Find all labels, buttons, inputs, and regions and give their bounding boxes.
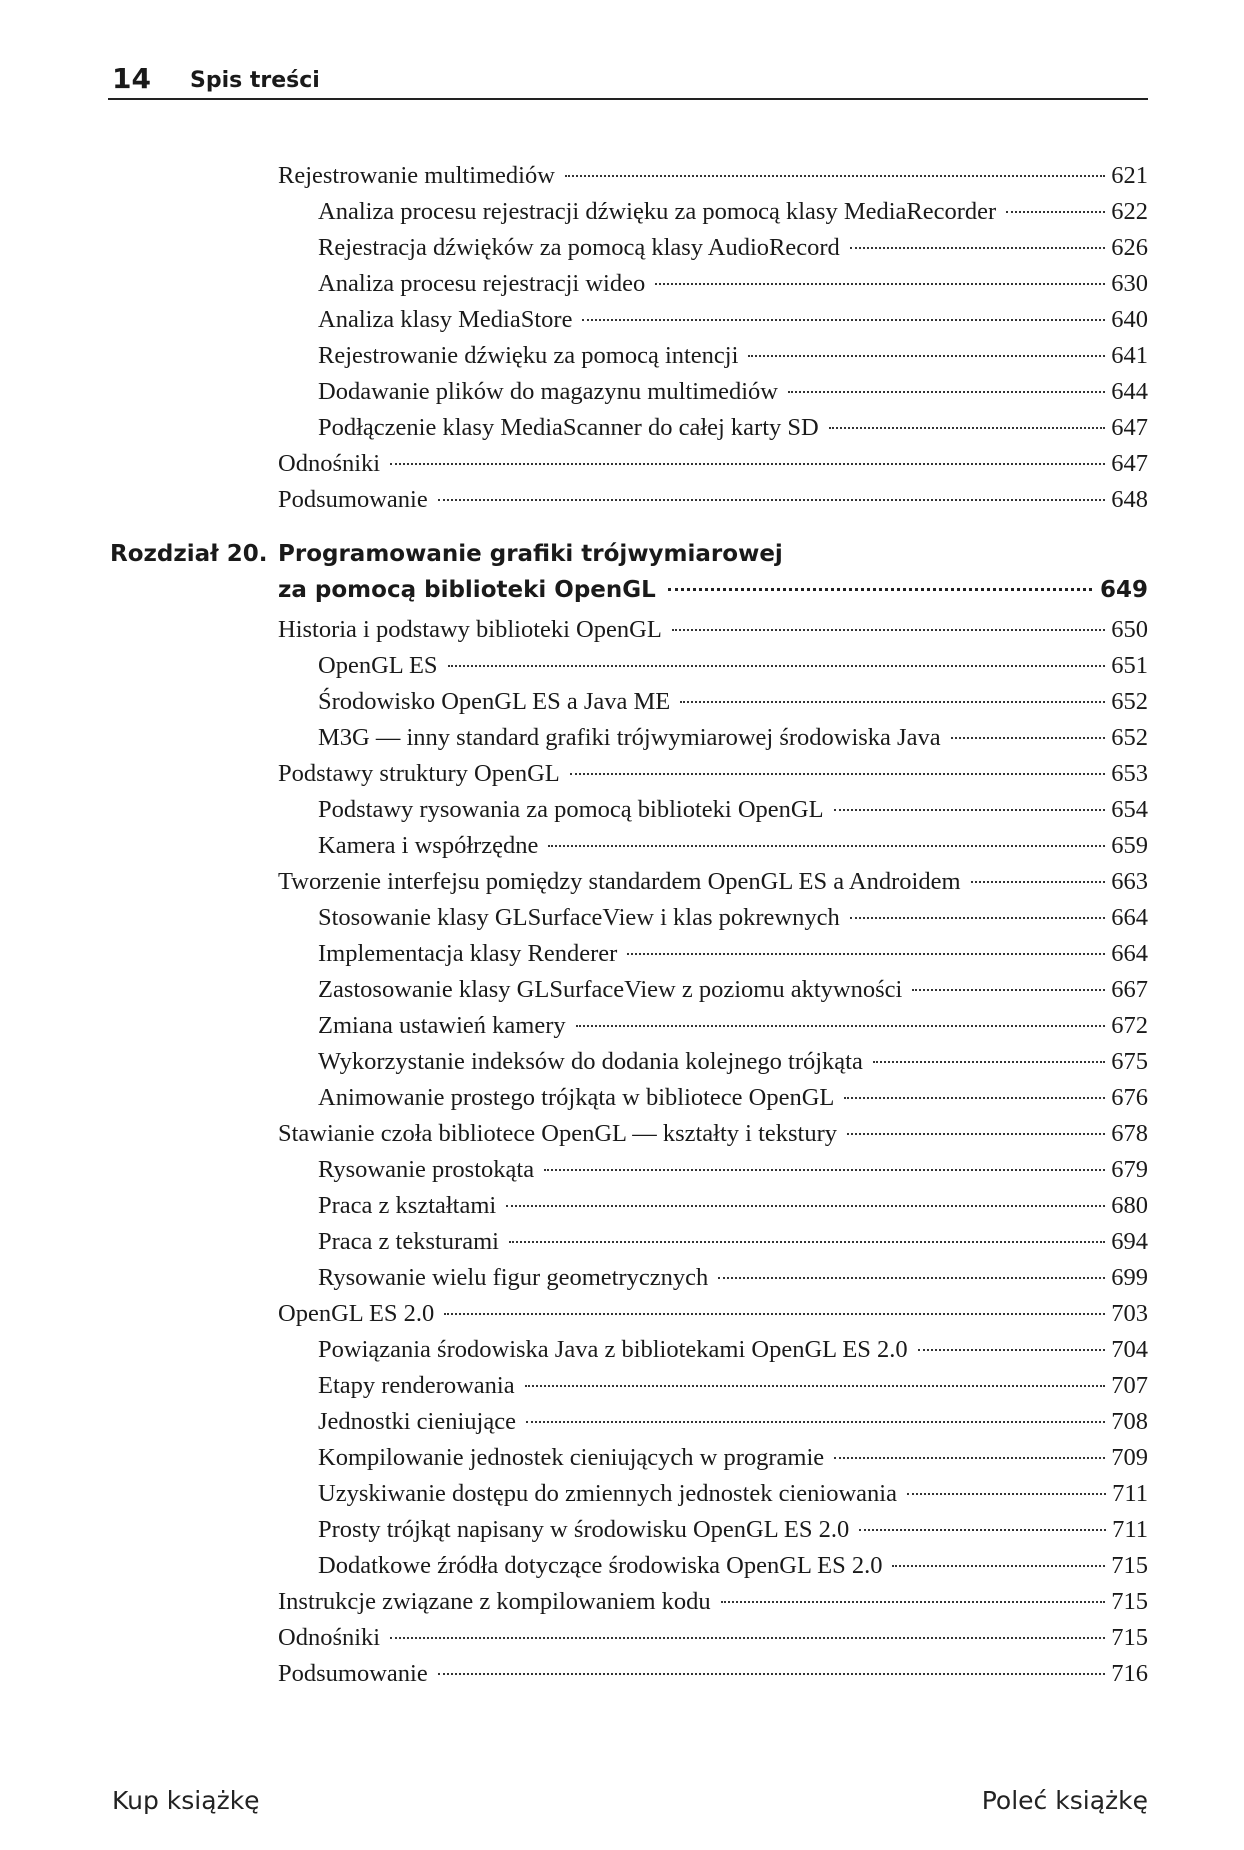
toc-entry[interactable] — [0, 1656, 1244, 1692]
toc-entry[interactable] — [0, 720, 1244, 756]
toc-section-chapter-entries — [0, 612, 1244, 1692]
dot-leader — [390, 1637, 1105, 1639]
dot-leader — [544, 1169, 1105, 1171]
dot-leader — [448, 665, 1106, 667]
dot-leader — [627, 953, 1105, 955]
toc-entry-page-number: 699 — [1111, 1264, 1148, 1291]
toc-entry-title: Implementacja klasy Renderer — [318, 940, 618, 967]
toc-entry-title: Stawianie czoła bibliotece OpenGL — kształty i tekstury — [278, 1120, 838, 1147]
toc-entry-title: Animowanie prostego trójkąta w bibliotece OpenGL — [318, 1084, 835, 1111]
toc-entry-title: OpenGL ES 2.0 — [278, 1300, 435, 1327]
toc-entry-title: Analiza procesu rejestracji wideo — [318, 270, 646, 297]
toc-entry[interactable] — [0, 1260, 1244, 1296]
toc-entry-title: Praca z teksturami — [318, 1228, 499, 1255]
toc-entry-page-number: 621 — [1111, 162, 1148, 189]
toc-entry-page-number: 675 — [1111, 1048, 1148, 1075]
toc-entry-title: Powiązania środowiska Java z bibliotekami OpenGL ES 2.0 — [318, 1336, 908, 1363]
toc-entry-page-number: 711 — [1112, 1516, 1148, 1543]
toc-entry-page-number: 630 — [1111, 270, 1148, 297]
toc-entry[interactable] — [0, 972, 1244, 1008]
toc-entry-page-number: 644 — [1111, 378, 1148, 405]
toc-entry-page-number: 659 — [1111, 832, 1148, 859]
toc-entry-page-number: 709 — [1111, 1444, 1148, 1471]
dot-leader — [788, 391, 1105, 393]
dot-leader — [565, 175, 1105, 177]
dot-leader — [509, 1241, 1105, 1243]
toc-entry-title: Rejestrowanie dźwięku za pomocą intencji — [318, 342, 739, 369]
toc-entry[interactable] — [0, 900, 1244, 936]
dot-leader — [847, 1133, 1105, 1135]
toc-entry-page-number: 652 — [1111, 688, 1148, 715]
dot-leader — [850, 247, 1105, 249]
toc-entry-page-number: 653 — [1111, 760, 1148, 787]
toc-entry-title: Rejestrowanie multimediów — [278, 162, 555, 189]
toc-entry-title: Dodawanie plików do magazynu multimediów — [318, 378, 778, 405]
toc-entry-page-number: 715 — [1111, 1588, 1148, 1615]
toc-entry-page-number: 672 — [1111, 1012, 1148, 1039]
dot-leader — [438, 1673, 1106, 1675]
toc-entry-page-number: 626 — [1111, 234, 1148, 261]
dot-leader — [1006, 211, 1105, 213]
toc-entry[interactable] — [0, 1296, 1244, 1332]
dot-leader — [390, 463, 1105, 465]
dot-leader — [506, 1205, 1105, 1207]
toc-entry-page-number: 679 — [1111, 1156, 1148, 1183]
toc-entry-title: Odnośniki — [278, 1624, 381, 1651]
page-header — [108, 58, 1148, 100]
dot-leader — [912, 989, 1105, 991]
toc-entry-title: Zmiana ustawień kamery — [318, 1012, 566, 1039]
toc-entry[interactable] — [0, 1368, 1244, 1404]
toc-entry-title: Instrukcje związane z kompilowaniem kodu — [278, 1588, 711, 1615]
toc-entry[interactable] — [0, 1440, 1244, 1476]
toc-entry-title: Prosty trójkąt napisany w środowisku OpenGL ES 2.0 — [318, 1516, 850, 1543]
toc-entry-title: Rejestracja dźwięków za pomocą klasy AudioRecord — [318, 234, 840, 261]
toc-entry-title: Tworzenie interfejsu pomiędzy standardem OpenGL ES a Androidem — [278, 868, 961, 895]
dot-leader — [850, 917, 1106, 919]
toc-entry-title: Podłączenie klasy MediaScanner do całej karty SD — [318, 414, 819, 441]
dot-leader — [873, 1061, 1105, 1063]
dot-leader — [526, 1421, 1105, 1423]
toc-entry-page-number: 640 — [1111, 306, 1148, 333]
dot-leader — [672, 629, 1105, 631]
toc-entry-page-number: 676 — [1111, 1084, 1148, 1111]
toc-entry-page-number: 664 — [1111, 940, 1148, 967]
toc-entry-title: Podsumowanie — [278, 1660, 428, 1687]
toc-entry-page-number: 647 — [1111, 450, 1148, 477]
toc-entry-page-number: 715 — [1111, 1624, 1148, 1651]
toc-entry[interactable] — [0, 936, 1244, 972]
toc-entry-page-number: 650 — [1111, 616, 1148, 643]
toc-entry[interactable] — [0, 1548, 1244, 1584]
chapter-label: Rozdział 20. — [110, 541, 268, 567]
dot-leader — [859, 1529, 1106, 1531]
dot-leader — [748, 355, 1105, 357]
toc-entry-title: Etapy renderowania — [318, 1372, 515, 1399]
toc-entry[interactable] — [0, 1044, 1244, 1080]
toc-entry-page-number: 704 — [1111, 1336, 1148, 1363]
toc-entry[interactable] — [0, 1476, 1244, 1512]
dot-leader — [680, 701, 1105, 703]
toc-entry-page-number: 680 — [1111, 1192, 1148, 1219]
toc-entry-title: M3G — inny standard grafiki trójwymiarowej środowiska Java — [318, 724, 941, 751]
toc-entry-title: Jednostki cieniujące — [318, 1408, 516, 1435]
dot-leader — [570, 773, 1106, 775]
chapter-title-line2: za pomocą biblioteki OpenGL — [278, 577, 656, 603]
toc-entry-title: Kamera i współrzędne — [318, 832, 539, 859]
toc-entry-page-number: 651 — [1111, 652, 1148, 679]
dot-leader — [892, 1565, 1105, 1567]
toc-entry-page-number: 647 — [1111, 414, 1148, 441]
toc-entry[interactable] — [0, 612, 1244, 648]
toc-entry[interactable] — [0, 1404, 1244, 1440]
page-number: 14 — [112, 62, 151, 95]
toc-entry-title: Zastosowanie klasy GLSurfaceView z poziomu aktywności — [318, 976, 903, 1003]
toc-entry-page-number: 694 — [1111, 1228, 1148, 1255]
toc-entry[interactable] — [0, 684, 1244, 720]
toc-entry-page-number: 652 — [1111, 724, 1148, 751]
dot-leader — [918, 1349, 1106, 1351]
chapter-title-line1: Programowanie grafiki trójwymiarowej — [278, 541, 783, 567]
chapter-page-number: 649 — [1099, 577, 1148, 603]
toc-entry[interactable] — [0, 828, 1244, 864]
toc-entry-title: Odnośniki — [278, 450, 381, 477]
toc-entry[interactable] — [0, 338, 1244, 374]
dot-leader — [951, 737, 1106, 739]
toc-entry-title: Stosowanie klasy GLSurfaceView i klas pokrewnych — [318, 904, 840, 931]
toc-entry-title: Podsumowanie — [278, 486, 428, 513]
toc-entry-title: Uzyskiwanie dostępu do zmiennych jednostek cieniowania — [318, 1480, 897, 1507]
toc-entry-page-number: 715 — [1111, 1552, 1148, 1579]
toc-entry-page-number: 641 — [1111, 342, 1148, 369]
toc-entry[interactable] — [0, 1008, 1244, 1044]
toc-entry-title: Podstawy rysowania za pomocą biblioteki OpenGL — [318, 796, 824, 823]
toc-entry-page-number: 664 — [1111, 904, 1148, 931]
toc-entry[interactable] — [0, 756, 1244, 792]
dot-leader — [668, 588, 1092, 591]
toc-entry-title: Podstawy struktury OpenGL — [278, 760, 560, 787]
dot-leader — [655, 283, 1105, 285]
toc-entry-page-number: 663 — [1111, 868, 1148, 895]
toc-entry[interactable] — [0, 864, 1244, 900]
toc-entry-title: Analiza klasy MediaStore — [318, 306, 573, 333]
toc-entry[interactable] — [0, 1332, 1244, 1368]
dot-leader — [829, 427, 1106, 429]
toc-entry-page-number: 708 — [1111, 1408, 1148, 1435]
dot-leader — [576, 1025, 1106, 1027]
buy-book-link[interactable]: Kup książkę — [112, 1786, 260, 1815]
toc-entry[interactable] — [0, 1224, 1244, 1260]
toc-entry-title: Analiza procesu rejestracji dźwięku za pomocą klasy MediaRecorder — [318, 198, 997, 225]
toc-entry-page-number: 703 — [1111, 1300, 1148, 1327]
toc-entry[interactable] — [0, 1152, 1244, 1188]
toc-entry-title: Historia i podstawy biblioteki OpenGL — [278, 616, 662, 643]
toc-entry[interactable] — [0, 1584, 1244, 1620]
toc-entry[interactable] — [0, 374, 1244, 410]
recommend-book-link[interactable]: Poleć książkę — [981, 1786, 1148, 1815]
toc-entry[interactable] — [0, 1188, 1244, 1224]
dot-leader — [582, 319, 1105, 321]
chapter-heading[interactable] — [0, 536, 1244, 608]
toc-entry[interactable] — [0, 194, 1244, 230]
toc-entry[interactable] — [0, 648, 1244, 684]
dot-leader — [834, 1457, 1105, 1459]
toc-entry[interactable] — [0, 158, 1244, 194]
toc-entry-page-number: 711 — [1112, 1480, 1148, 1507]
toc-entry[interactable] — [0, 266, 1244, 302]
dot-leader — [438, 499, 1106, 501]
toc-entry[interactable] — [0, 1116, 1244, 1152]
dot-leader — [444, 1313, 1105, 1315]
toc-entry[interactable] — [0, 446, 1244, 482]
toc-entry[interactable] — [0, 1620, 1244, 1656]
dot-leader — [525, 1385, 1106, 1387]
toc-entry-title: Dodatkowe źródła dotyczące środowiska OpenGL ES 2.0 — [318, 1552, 883, 1579]
table-of-contents — [0, 158, 1244, 1692]
toc-entry-title: Rysowanie wielu figur geometrycznych — [318, 1264, 709, 1291]
dot-leader — [907, 1493, 1106, 1495]
toc-entry[interactable] — [0, 792, 1244, 828]
toc-entry-page-number: 678 — [1111, 1120, 1148, 1147]
toc-entry[interactable] — [0, 1080, 1244, 1116]
toc-entry-title: Środowisko OpenGL ES a Java ME — [318, 688, 671, 715]
toc-entry[interactable] — [0, 1512, 1244, 1548]
toc-entry-page-number: 654 — [1111, 796, 1148, 823]
dot-leader — [844, 1097, 1105, 1099]
toc-entry-page-number: 716 — [1111, 1660, 1148, 1687]
toc-entry-title: Kompilowanie jednostek cieniujących w programie — [318, 1444, 825, 1471]
toc-entry-page-number: 667 — [1111, 976, 1148, 1003]
toc-entry[interactable] — [0, 302, 1244, 338]
toc-entry-page-number: 707 — [1111, 1372, 1148, 1399]
dot-leader — [971, 881, 1106, 883]
toc-entry-title: Rysowanie prostokąta — [318, 1156, 535, 1183]
toc-entry-title: Praca z kształtami — [318, 1192, 497, 1219]
dot-leader — [718, 1277, 1105, 1279]
toc-entry[interactable] — [0, 410, 1244, 446]
toc-entry-page-number: 648 — [1111, 486, 1148, 513]
running-title: Spis treści — [190, 68, 320, 93]
dot-leader — [721, 1601, 1106, 1603]
toc-entry[interactable] — [0, 230, 1244, 266]
toc-entry-title: OpenGL ES — [318, 652, 438, 679]
toc-section-before-chapter — [0, 158, 1244, 518]
toc-entry[interactable] — [0, 482, 1244, 518]
dot-leader — [548, 845, 1105, 847]
dot-leader — [834, 809, 1106, 811]
toc-entry-title: Wykorzystanie indeksów do dodania kolejnego trójkąta — [318, 1048, 863, 1075]
toc-entry-page-number: 622 — [1111, 198, 1148, 225]
